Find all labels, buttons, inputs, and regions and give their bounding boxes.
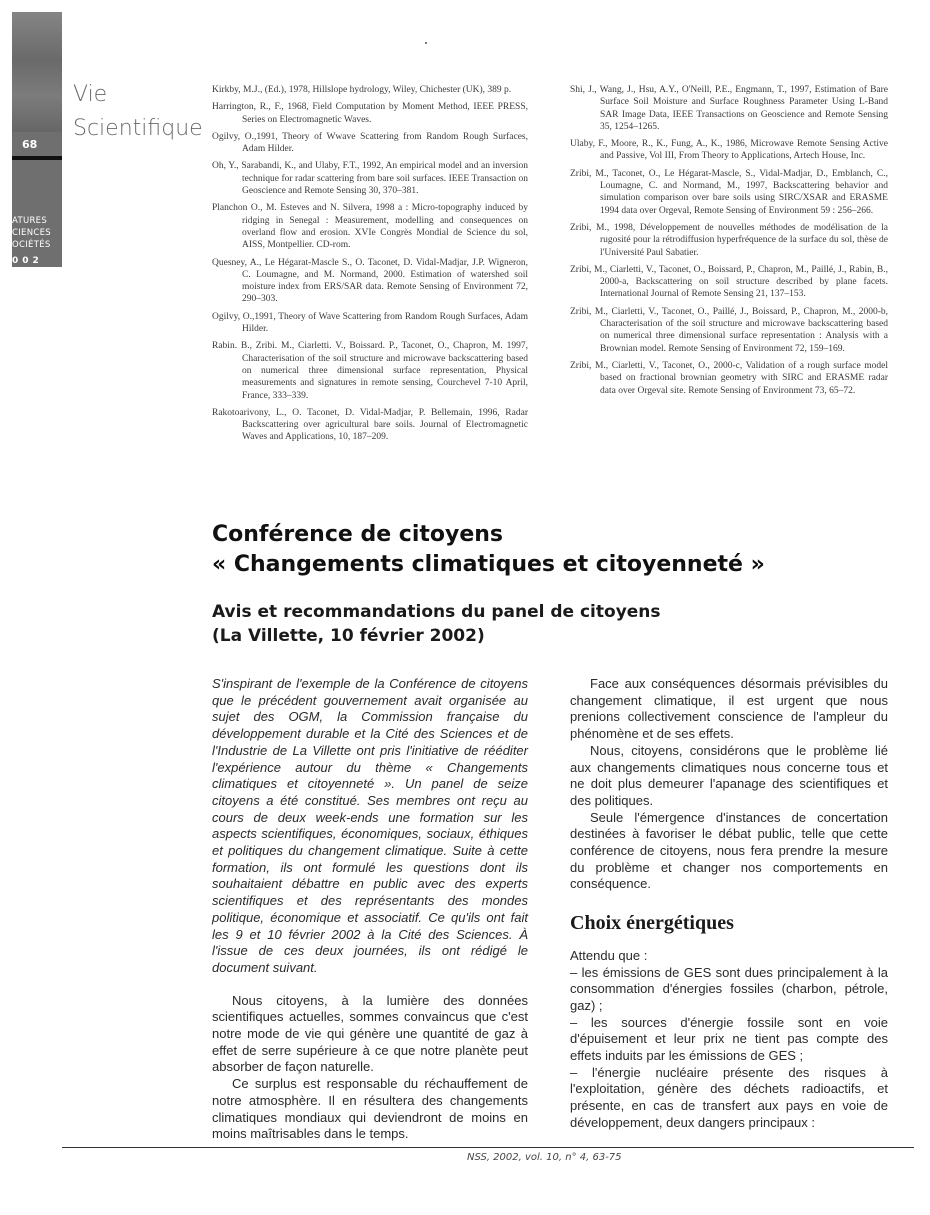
- body-paragraph: Nous, citoyens, considérons que le problème lié aux changements climatiques nous concerne tous et ne doit plus demeurer l'apanage des scientifiques et des politiques.: [570, 742, 888, 808]
- subtitle-line: Avis et recommandations du panel de citoyens: [212, 602, 661, 622]
- references-right: [570, 84, 888, 402]
- title-line: « Changements climatiques et citoyenneté »: [212, 552, 765, 577]
- reference-item: Zribi, M., Ciarletti, V., Taconet, O., Boissard, P., Chapron, M., Paillé, J., Rabin, B., 2000-a, Backscattering on soil structure described by plane facets. International Journal of Remote Sensing 21, 137–153.: [570, 264, 888, 300]
- attendu-line: Attendu que :: [570, 947, 648, 963]
- reference-item: Ogilvy, O.,1991, Theory of Wwave Scattering from Random Rough Surfaces, Adam Hilder.: [212, 131, 528, 155]
- body-paragraph: Ce surplus est responsable du réchauffement de notre atmosphère. Il en résultera des changements climatiques mondiaux qui deviendront de moins en moins maîtrisables dans le temps.: [212, 1076, 528, 1142]
- body-paragraph: Nous citoyens, à la lumière des données scientifiques actuelles, sommes convaincus que c'est notre mode de vie qui génère une quantité de gaz à effet de serre supérieure à ce que notre planète peut absorber de façon naturelle.: [212, 992, 528, 1075]
- sidebar-texture: [12, 12, 62, 132]
- reference-item: Rabin. B., Zribi. M., Ciarletti. V., Boissard. P., Taconet, O., Chapron, M. 1997, Characterisation of the soil structure and microwave backscattering based on numerical three dimensional surface representation, Physical measurements and signatures in remote sensing, Courchevel 7-10 April, France, 333–339.: [212, 341, 528, 401]
- reference-item: Oh, Y., Sarabandi, K., and Ulaby, F.T., 1992, An empirical model and an inversion technique for radar scattering from bare soil surfaces. IEEE Transaction on Geoscience and Remote Sensing 30, 370–381.: [212, 161, 528, 197]
- reference-item: Ulaby, F., Moore, R., K., Fung, A., K., 1986, Microwave Remote Sensing Active and Passive, Vol III, From Theory to Applications, Artech House, Inc.: [570, 139, 888, 162]
- reference-item: Quesney, A., Le Hégarat-Mascle S., O. Taconet, D. Vidal-Madjar, J.P. Wigneron, C. Loumagne, and M. Normand, 2000. Estimation of watershed soil moisture index from ERS/SAR data. Remote Sensing of Environment 72, 290–303.: [212, 257, 528, 305]
- reference-item: Rakotoarivony, L., O. Taconet, D. Vidal-Madjar, P. Bellemain, 1996, Radar Backscattering over agricultural bare soils. Journal of Electromagnetic Waves and Applications, 10, 187–209.: [212, 407, 528, 443]
- reference-item: Planchon O., M. Esteves and N. Silvera, 1998 a : Micro-topography induced by ridging in Senegal : Measurement, modelling and consequences on overland flow and erosion. XVIe Congrès Mondial de Science du sol, AISS, Montpellier. CD-rom.: [212, 203, 528, 251]
- intro-paragraph: S'inspirant de l'exemple de la Conférence de citoyens que le précédent gouvernement avait organisée au sujet des OGM, la Commission française du développement durable et la Cité des Sciences et de l'Industrie de La Villette ont pris l'initiative de rééditer l'expérience autour du thème « Changements climatiques et citoyenneté ». Un panel de seize citoyens a été constitué. Ses membres ont reçu au cours de deux week-ends une formation sur les aspects scientifiques, économiques, sociaux, éthiques et politiques du changement climatique. Suite à cette formation, ils ont formulé les questions dont ils souhaitaient débattre en public avec des experts scientifiques et des représentants des mondes politique, économique et associatif. Ce qu'ils ont fait les 9 et 10 février 2002 à la Cité des Sciences. À l'issue de ces deux journées, ils ont rédigé le document suivant.: [212, 676, 528, 975]
- section-label-line1: Vie: [73, 82, 108, 107]
- subtitle-line: (La Villette, 10 février 2002): [212, 626, 485, 646]
- reference-item: Harrington, R., F., 1968, Field Computation by Moment Method, IEEE PRESS, Series on Electromagnetic Waves.: [212, 102, 528, 125]
- journal-sidebar-tab: [12, 12, 62, 267]
- reference-item: Zribi, M., Ciarletti, V., Taconet, O., Paillé, J., Boissard, P., Chapron, M., 2000-b, Characterisation of the soil structure and microwave backscattering based on numerical three dimensional surface representation : Analysis with a Brownian model. Remote Sensing of Environment 72, 159–169.: [570, 306, 888, 354]
- section-heading: Choix énergétiques: [570, 912, 734, 935]
- list-item: – les sources d'énergie fossile sont en voie d'épuisement et leur prix ne tient pas compte des effets induits par les émissions de GES ;: [570, 1014, 888, 1064]
- journal-citation-footer: NSS, 2002, vol. 10, n° 4, 63-75: [467, 1152, 622, 1163]
- sidebar-word: ATURES: [12, 216, 48, 226]
- article-title: [212, 520, 912, 580]
- list-item: – l'énergie nucléaire présente des risques à l'exploitation, génère des déchets radioactifs, et présente, en cas de transfert aux pays en voie de développement, deux dangers principaux :: [570, 1064, 888, 1130]
- article-subtitle: [212, 600, 912, 648]
- section-label-line2: Scientifique: [73, 116, 203, 141]
- speck: [425, 42, 427, 44]
- page-number: 68: [22, 138, 38, 151]
- reference-item: Zribi, M., Taconet, O., Le Hégarat-Mascle, S., Vidal-Madjar, D., Emblanch, C., Loumagne, C. and Normand, M., 1997, Backscattering behavior and simulation comparison over bare soils using SIRC/XSAR and ERASME 1994 data over Orgeval, Remote Sensing of Environment 59 : 256–266.: [570, 168, 888, 216]
- sidebar-word: OCIÉTÉS: [12, 240, 51, 250]
- reference-item: Shi, J., Wang, J., Hsu, A.Y., O'Neill, P.E., Engmann, T., 1997, Estimation of Bare Surface Soil Moisture and Surface Roughness Parameter Using L-Band SAR Image Data, IEEE Transactions on Geoscience and Remote Sensing 35, 1254–1265.: [570, 85, 888, 132]
- right-column: [570, 676, 888, 1132]
- body-paragraph: Seule l'émergence d'instances de concertation destinées à favoriser le débat public, telle que cette conférence de citoyens, nous fera prendre la mesure du problème et changer nos comportements en conséquence.: [570, 809, 888, 892]
- reference-item: Ogilvy, O.,1991, Theory of Wave Scattering from Random Rough Surfaces, Adam Hilder.: [212, 311, 528, 335]
- footer-rule: [62, 1147, 914, 1148]
- left-column: [212, 676, 528, 1143]
- reference-item: Zribi, M., 1998, Développement de nouvelles méthodes de modélisation de la rugosité pour la rétrodiffusion hyperfréquence de la surface du sol, thèse de l'Université Paul Sabatier.: [570, 222, 888, 258]
- reference-item: Kirkby, M.J., (Ed.), 1978, Hillslope hydrology, Wiley, Chichester (UK), 389 p.: [212, 85, 512, 95]
- references-left: [212, 84, 528, 449]
- sidebar-rule: [12, 156, 62, 160]
- title-line: Conférence de citoyens: [212, 522, 504, 547]
- list-item: – les émissions de GES sont dues principalement à la consommation d'énergies fossiles (charbon, pétrole, gaz) ;: [570, 964, 888, 1013]
- sidebar-word: CIENCES: [12, 228, 51, 238]
- sidebar-year: 002: [12, 256, 43, 266]
- body-paragraph: Face aux conséquences désormais prévisibles du changement climatique, il est urgent que nous prenions collectivement conscience de l'ampleur du phénomène et de ses effets.: [570, 676, 888, 742]
- reference-item: Zribi, M., Ciarletti, V., Taconet, O., 2000-c, Validation of a rough surface model based on fractional brownian geometry with SIRC and ERASME radar data over Orgeval site. Remote Sensing of Environment 73, 65–72.: [570, 360, 888, 396]
